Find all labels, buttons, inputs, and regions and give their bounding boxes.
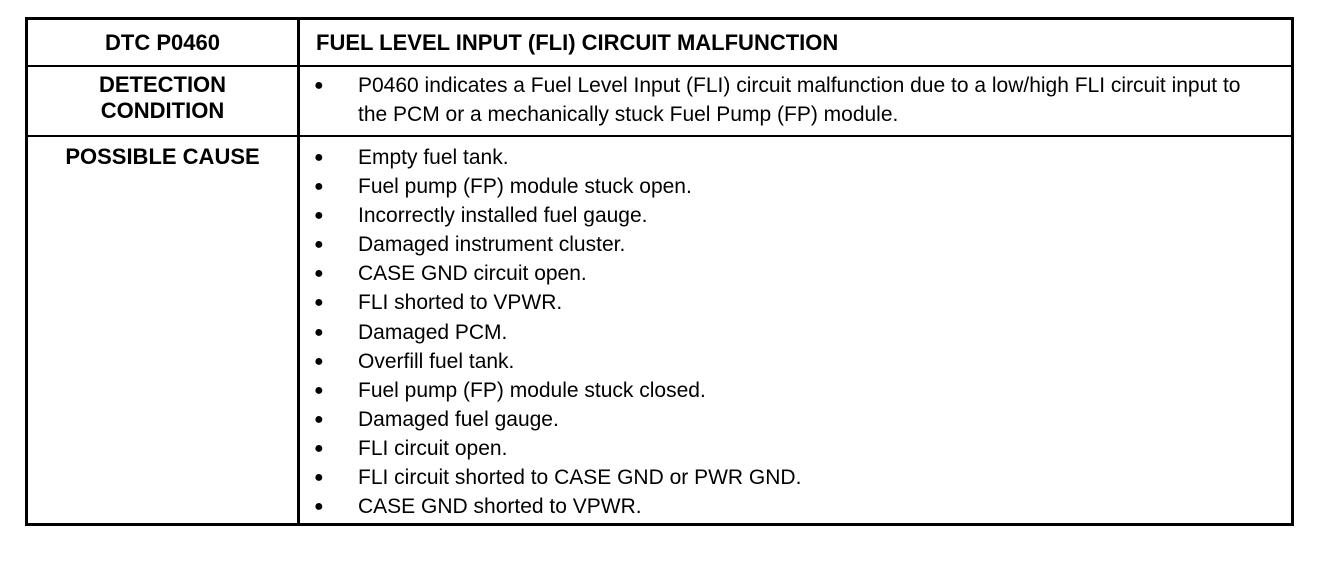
list-item — [300, 259, 1291, 288]
list-item — [300, 288, 1291, 317]
detection-list — [300, 71, 1291, 129]
cause-text: CASE GND shorted to VPWR. — [358, 495, 642, 519]
bullet-icon: ● — [314, 77, 324, 94]
bullet-icon: ● — [314, 207, 324, 225]
list-item — [300, 71, 1291, 129]
cause-text: Fuel pump (FP) module stuck closed. — [358, 378, 706, 402]
bullet-icon: ● — [314, 410, 324, 428]
bullet-icon: ● — [314, 381, 324, 399]
bullet-icon: ● — [314, 294, 324, 312]
detection-label-line2: CONDITION — [100, 98, 225, 123]
dtc-code-label: DTC P0460 — [28, 20, 300, 65]
cause-text: Damaged fuel gauge. — [358, 407, 559, 431]
cause-text: FLI circuit open. — [358, 436, 508, 460]
bullet-icon: ● — [314, 265, 324, 283]
detection-label-line1: DETECTION — [98, 72, 227, 97]
bullet-icon: ● — [314, 178, 324, 196]
possible-cause-label: POSSIBLE CAUSE — [28, 137, 300, 523]
cause-text: FLI circuit shorted to CASE GND or PWR GND. — [358, 466, 802, 490]
bullet-icon: ● — [314, 498, 324, 516]
cause-text: Empty fuel tank. — [358, 146, 509, 169]
list-item — [300, 230, 1291, 259]
bullet-icon: ● — [314, 439, 324, 457]
cause-text: Incorrectly installed fuel gauge. — [358, 204, 648, 228]
possible-cause-row — [28, 137, 1291, 523]
cause-text: CASE GND circuit open. — [358, 262, 587, 286]
detection-text: P0460 indicates a Fuel Level Input (FLI) circuit malfunction due to a low/high FLI circuit input to the PCM or a mechanically stuck Fuel Pump (FP) module. — [358, 74, 1241, 126]
detection-condition-label — [28, 67, 300, 135]
cause-text: Fuel pump (FP) module stuck open. — [358, 175, 692, 199]
table-header-row — [28, 20, 1291, 67]
dtc-table — [25, 17, 1294, 526]
list-item — [300, 376, 1291, 405]
list-item — [300, 405, 1291, 434]
cause-text: Overfill fuel tank. — [358, 349, 515, 373]
dtc-title: FUEL LEVEL INPUT (FLI) CIRCUIT MALFUNCTION — [316, 30, 839, 55]
detection-condition-content — [300, 67, 1291, 135]
cause-text: FLI shorted to VPWR. — [358, 291, 563, 315]
cause-text: Damaged instrument cluster. — [358, 233, 626, 257]
bullet-icon: ● — [314, 469, 324, 487]
list-item — [300, 201, 1291, 230]
list-item — [300, 318, 1291, 347]
list-item — [300, 172, 1291, 201]
list-item — [300, 434, 1291, 463]
bullet-icon: ● — [314, 236, 324, 254]
list-item — [300, 492, 1291, 521]
bullet-icon: ● — [314, 352, 324, 370]
possible-cause-content — [300, 137, 1291, 523]
bullet-icon: ● — [314, 149, 324, 166]
list-item — [300, 463, 1291, 492]
list-item — [300, 143, 1291, 172]
possible-cause-list — [300, 143, 1291, 521]
list-item — [300, 347, 1291, 376]
cause-text: Damaged PCM. — [358, 320, 508, 344]
bullet-icon: ● — [314, 323, 324, 341]
detection-condition-row — [28, 67, 1291, 137]
